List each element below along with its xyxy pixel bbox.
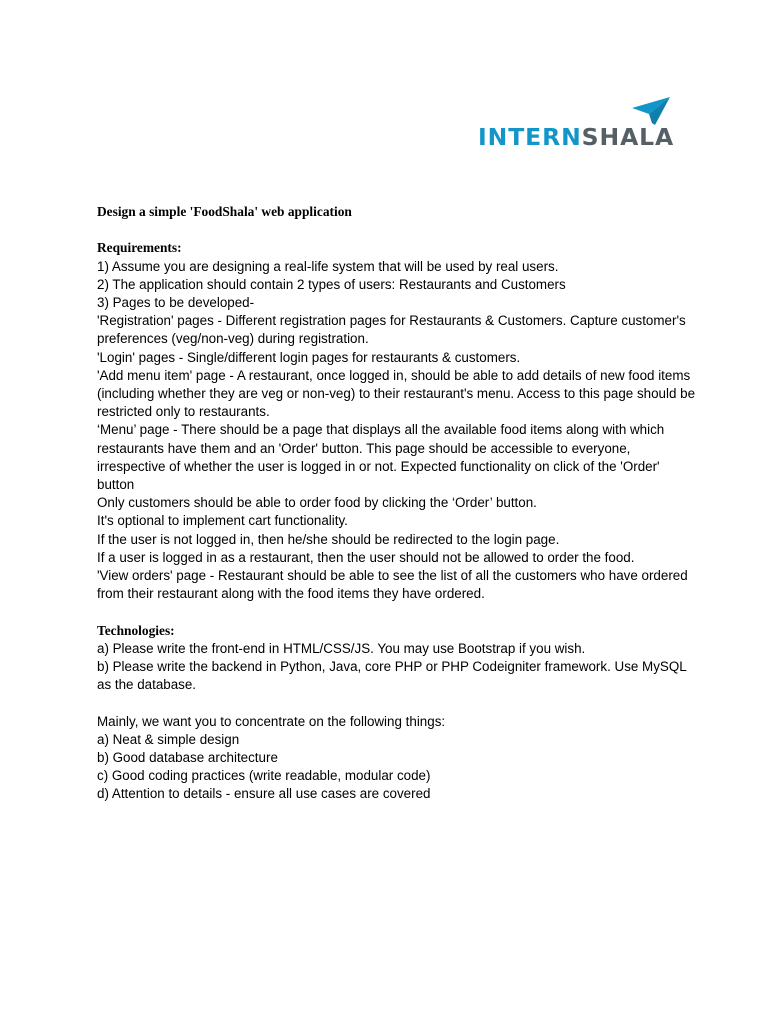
- requirement-line: ‘Menu’ page - There should be a page that displays all the available food items along with which restaurants have them and an 'Order' button. This page should be accessible to everyone, irrespective of whether the user is logged in or not. Expected functionality on click of the 'Order' button: [97, 422, 665, 493]
- internshala-logo: [478, 96, 678, 152]
- logo-text-secondary: SHALA: [581, 123, 675, 151]
- technology-line: a) Please write the front-end in HTML/CSS/JS. You may use Bootstrap if you wish.: [97, 640, 586, 656]
- requirement-line: 'Add menu item' page - A restaurant, once logged in, should be able to add details of new food items (including whether they are veg or non-veg) to their restaurant's menu. Access to this page should be restricted only to restaurants.: [97, 367, 696, 420]
- requirement-line: If the user is not logged in, then he/she should be redirected to the login page.: [97, 531, 560, 547]
- requirement-line: 'Login' pages - Single/different login pages for restaurants & customers.: [97, 349, 521, 365]
- requirement-line: 3) Pages to be developed-: [97, 295, 255, 310]
- logo-text-primary: INTERN: [478, 123, 582, 151]
- focus-line: b) Good database architecture: [97, 750, 278, 766]
- requirement-line: 'View orders' page - Restaurant should be able to see the list of all the customers who have ordered from their restaurant along with the food items they have ordered.: [97, 568, 688, 602]
- focus-line: a) Neat & simple design: [97, 731, 240, 747]
- spacer: [97, 694, 697, 712]
- document-body: [97, 203, 697, 804]
- requirement-line: Only customers should be able to order food by clicking the ‘Order’ button.: [97, 495, 537, 511]
- requirement-line: 1) Assume you are designing a real-life system that will be used by real users.: [97, 258, 559, 274]
- requirement-line: 'Registration' pages - Different registration pages for Restaurants & Customers. Capture customer's preferences (veg/non-veg) during registration.: [97, 313, 686, 347]
- focus-line: d) Attention to details - ensure all use cases are covered: [97, 786, 431, 802]
- focus-intro: Mainly, we want you to concentrate on the following things:: [97, 713, 446, 729]
- technology-line: b) Please write the backend in Python, Java, core PHP or PHP Codeigniter framework. Use MySQL as the database.: [97, 659, 687, 693]
- logo-wordmark: [478, 123, 674, 151]
- requirement-line: It's optional to implement cart functionality.: [97, 513, 348, 529]
- focus-line: c) Good coding practices (write readable, modular code): [97, 768, 431, 784]
- requirement-line: If a user is logged in as a restaurant, then the user should not be allowed to order the food.: [97, 549, 635, 565]
- requirements-heading: Requirements:: [97, 240, 182, 256]
- document-title: Design a simple 'FoodShala' web application: [97, 204, 352, 219]
- requirement-line: 2) The application should contain 2 types of users: Restaurants and Customers: [97, 276, 566, 292]
- technologies-heading: Technologies:: [97, 622, 175, 638]
- paper-plane-icon: [630, 96, 672, 126]
- spacer: [97, 603, 697, 621]
- spacer: [97, 221, 697, 239]
